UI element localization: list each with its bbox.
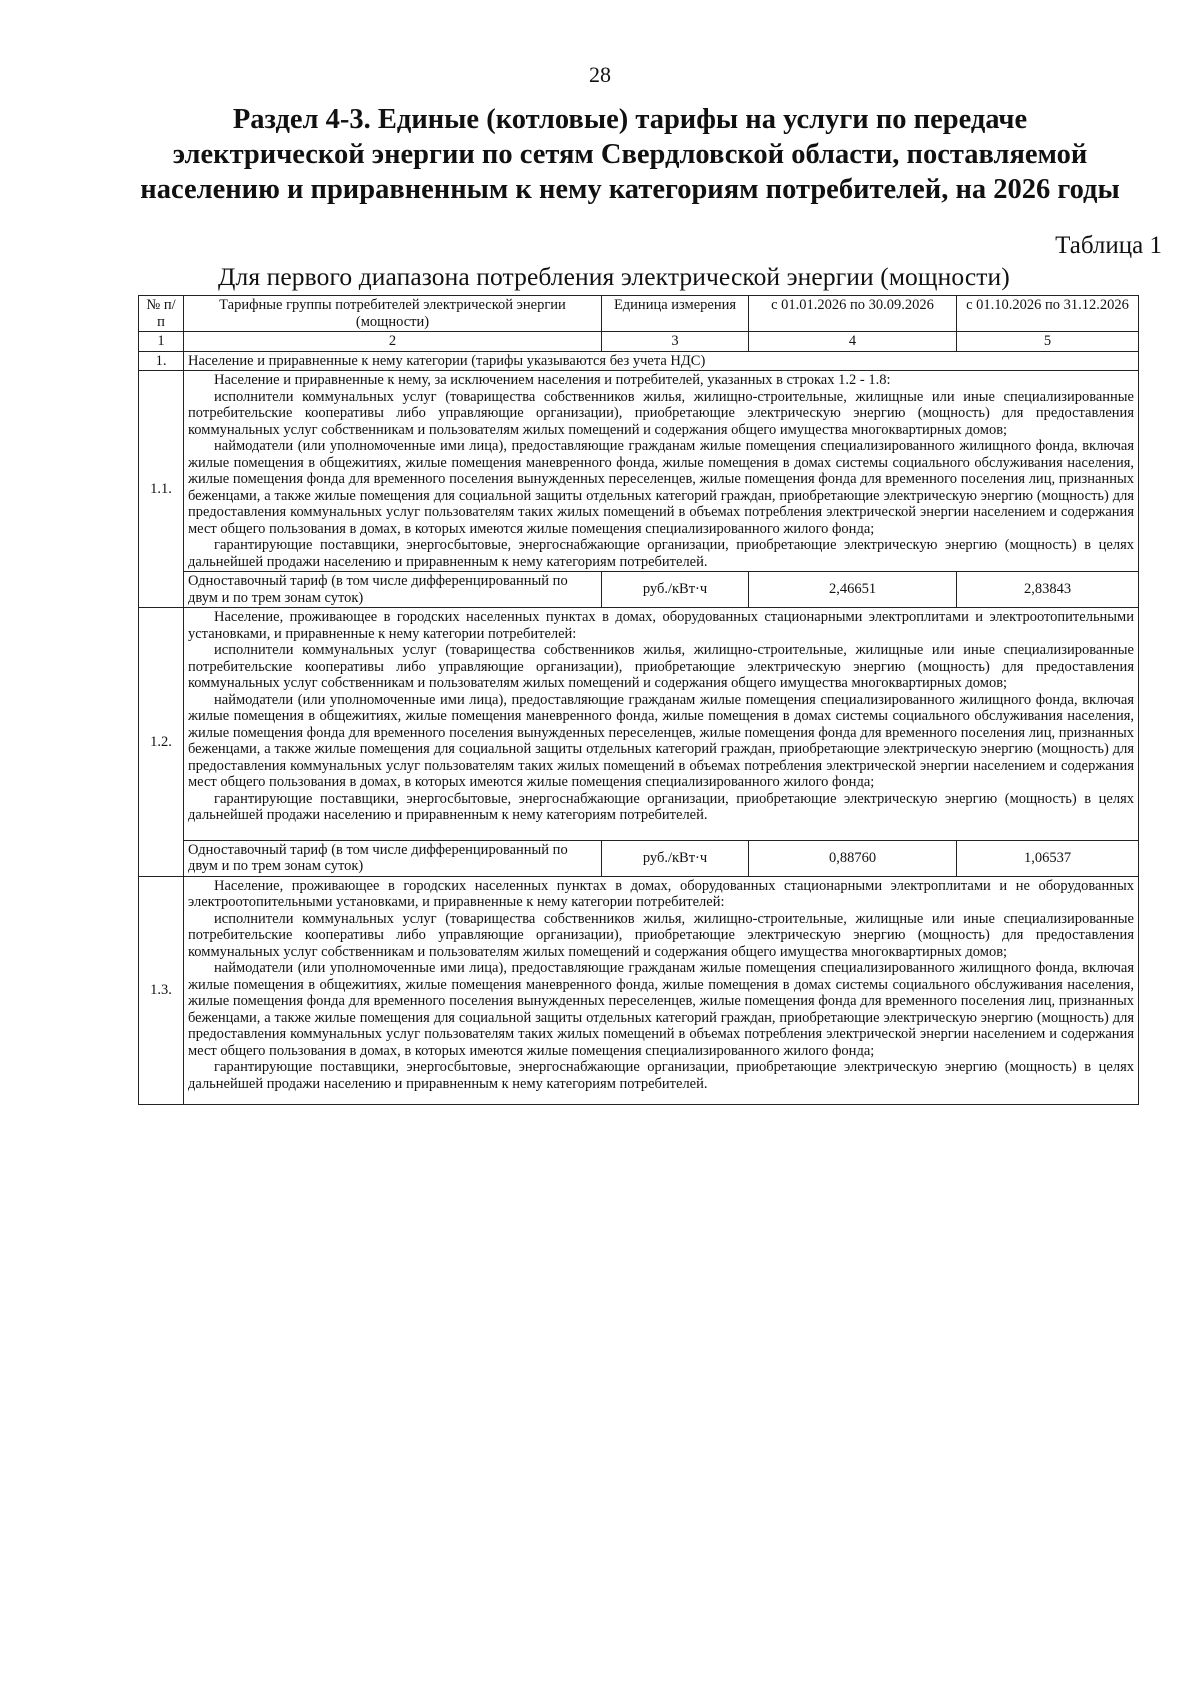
row-num: 1.3. (139, 876, 184, 1105)
tariff-value-period1: 0,88760 (749, 840, 957, 876)
paragraph: Население и приравненные к нему, за исключением населения и потребителей, указанных в строках 1.2 - 1.8: (214, 372, 891, 388)
row-description (184, 371, 1139, 572)
header-num: № п/п (139, 296, 184, 332)
column-numbers-row (139, 332, 1139, 352)
paragraph: Население, проживающее в городских населенных пунктах в домах, оборудованных стационарными электроплитами и не оборудованных электроотопительными установками, и приравненные к нему категории потребителей: (188, 877, 1134, 910)
tariff-row (139, 840, 1139, 876)
row-description (184, 876, 1139, 1105)
section-text: Население и приравненные к нему категории (тарифы указываются без учета НДС) (184, 351, 1139, 371)
paragraph: гарантирующие поставщики, энергосбытовые, энергоснабжающие организации, приобретающие электрическую энергию (мощность) в целях дальнейшей продажи населению и приравненным к нему категориям потребителей. (188, 1059, 1134, 1092)
header-group: Тарифные группы потребителей электрической энергии (мощности) (184, 296, 602, 332)
row-description (184, 608, 1139, 841)
tariff-row (139, 572, 1139, 608)
paragraph: исполнители коммунальных услуг (товарищества собственников жилья, жилищно-строительные, жилищные или иные специализированные потребительские кооперативы либо управляющие организации), приобретающие электрическую энергию (мощность) для предоставления коммунальных услуг собственникам и пользователям жилых помещений и содержания общего имущества многоквартирных домов; (188, 910, 1134, 960)
paragraph: Население, проживающее в городских населенных пунктах в домах, оборудованных стационарными электроплитами и электроотопительными установками, и приравненные к нему категории потребителей: (188, 609, 1134, 642)
header-unit: Единица измерения (602, 296, 749, 332)
colnum-2: 2 (184, 332, 602, 352)
heading-line-3: населению и приравненным к нему категориям потребителей, на 2026 годы (140, 174, 1120, 205)
paragraph: наймодатели (или уполномоченные ими лица), предоставляющие гражданам жилые помещения специализированного жилищного фонда, включая жилые помещения в общежитиях, жилые помещения маневренного фонда, жилые помещения в домах системы социального обслуживания населения, жилые помещения фонда для временного поселения вынужденных переселенцев, жилые помещения фонда для временного поселения лиц, признанных беженцами, а также жилые помещения для социальной защиты отдельных категорий граждан, приобретающие электрическую энергию (мощность) для предоставления коммунальных услуг пользователям таких жилых помещений в объемах потребления электрической энергии населением и содержания мест общего пользования в домах, в которых имеются жилые помещения специализированного жилого фонда; (188, 960, 1134, 1059)
paragraph: наймодатели (или уполномоченные ими лица), предоставляющие гражданам жилые помещения специализированного жилищного фонда, включая жилые помещения в общежитиях, жилые помещения маневренного фонда, жилые помещения в домах системы социального обслуживания населения, жилые помещения фонда для временного поселения вынужденных переселенцев, жилые помещения фонда для временного поселения лиц, признанных беженцами, а также жилые помещения для социальной защиты отдельных категорий граждан, приобретающие электрическую энергию (мощность) для предоставления коммунальных услуг пользователям таких жилых помещений в объемах потребления электрической энергии населением и содержания мест общего пользования в домах, в которых имеются жилые помещения специализированного жилого фонда; (188, 691, 1134, 790)
tariff-unit: руб./кВт·ч (602, 572, 749, 608)
heading-line-1: Раздел 4-3. Единые (котловые) тарифы на услуги по передаче (232, 104, 1028, 135)
colnum-4: 4 (749, 332, 957, 352)
tariff-label: Одноставочный тариф (в том числе дифференцированный по двум и по трем зонам суток) (184, 840, 602, 876)
colnum-1: 1 (139, 332, 184, 352)
section-heading (130, 102, 1130, 207)
row-num: 1.2. (139, 608, 184, 877)
paragraph: исполнители коммунальных услуг (товарищества собственников жилья, жилищно-строительные, жилищные или иные специализированные потребительские кооперативы либо управляющие организации), приобретающие электрическую энергию (мощность) для предоставления коммунальных услуг собственникам и пользователям жилых помещений и содержания общего имущества многоквартирных домов; (188, 642, 1134, 691)
row-num: 1.1. (139, 371, 184, 608)
table-row (139, 371, 1139, 572)
table-header-row (139, 296, 1139, 332)
page-number: 28 (589, 62, 611, 87)
section-num: 1. (139, 351, 184, 371)
table-row (139, 608, 1139, 841)
table-label: Таблица 1 (1055, 232, 1162, 259)
tariff-unit: руб./кВт·ч (602, 840, 749, 876)
header-period1: с 01.01.2026 по 30.09.2026 (749, 296, 957, 332)
paragraph: наймодатели (или уполномоченные ими лица), предоставляющие гражданам жилые помещения специализированного жилищного фонда, включая жилые помещения в общежитиях, жилые помещения маневренного фонда, жилые помещения в домах системы социального обслуживания населения, жилые помещения фонда для временного поселения вынужденных переселенцев, жилые помещения фонда для временного поселения лиц, признанных беженцами, а также жилые помещения для социальной защиты отдельных категорий граждан, приобретающие электрическую энергию (мощность) для предоставления коммунальных услуг пользователям таких жилых помещений в объемах потребления электрической энергии населением и содержания мест общего пользования в домах, в которых имеются жилые помещения специализированного жилого фонда; (188, 438, 1134, 537)
tariff-label: Одноставочный тариф (в том числе дифференцированный по двум и по трем зонам суток) (184, 572, 602, 608)
tariff-value-period2: 2,83843 (957, 572, 1139, 608)
paragraph: исполнители коммунальных услуг (товарищества собственников жилья, жилищно-строительные, жилищные или иные специализированные потребительские кооперативы либо управляющие организации), приобретающие электрическую энергию (мощность) для предоставления коммунальных услуг собственникам и пользователям жилых помещений и содержания общего имущества многоквартирных домов; (188, 388, 1134, 438)
colnum-5: 5 (957, 332, 1139, 352)
section-row (139, 351, 1139, 371)
header-period2: с 01.10.2026 по 31.12.2026 (957, 296, 1139, 332)
tariff-value-period1: 2,46651 (749, 572, 957, 608)
paragraph: гарантирующие поставщики, энергосбытовые, энергоснабжающие организации, приобретающие электрическую энергию (мощность) в целях дальнейшей продажи населению и приравненным к нему категориям потребителей. (188, 790, 1134, 823)
heading-line-2: электрической энергии по сетям Свердловской области, поставляемой (172, 139, 1088, 170)
table-row (139, 876, 1139, 1105)
colnum-3: 3 (602, 332, 749, 352)
table-subtitle: Для первого диапазона потребления электрической энергии (мощности) (218, 262, 1010, 291)
tariff-value-period2: 1,06537 (957, 840, 1139, 876)
paragraph: гарантирующие поставщики, энергосбытовые, энергоснабжающие организации, приобретающие электрическую энергию (мощность) в целях дальнейшей продажи населению и приравненным к нему категориям потребителей. (188, 537, 1134, 570)
tariff-table (138, 295, 1139, 1105)
